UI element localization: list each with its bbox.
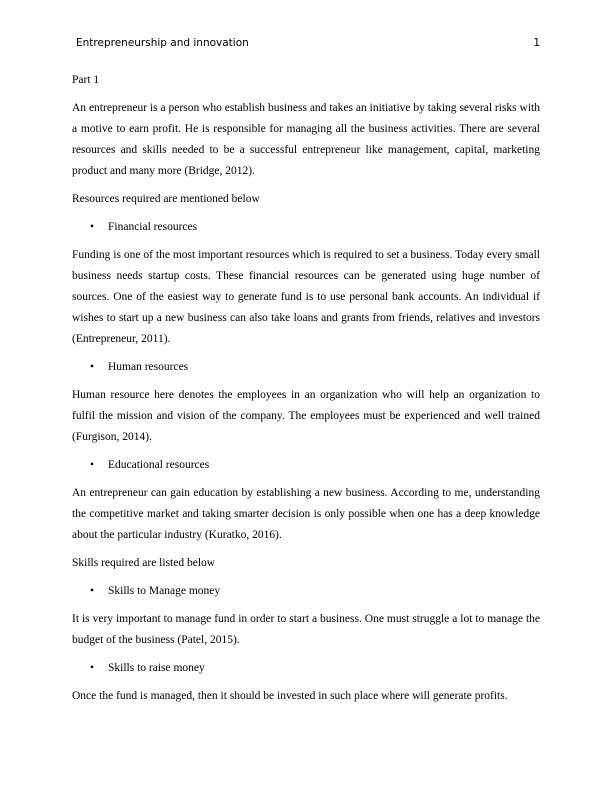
- bullet-label: Financial resources: [108, 221, 198, 233]
- bullet-label: Human resources: [108, 361, 189, 373]
- bullet-label: Skills to Manage money: [108, 585, 221, 597]
- raise-money-paragraph: Once the fund is managed, then it should be invested in such place where will generate profits.: [72, 690, 508, 702]
- resources-heading: Resources required are mentioned below: [72, 193, 260, 205]
- bullet-label: Educational resources: [108, 459, 210, 471]
- financial-paragraph: Funding is one of the most important resources which is required to set a business. Today every small business needs startup costs. These financial resources can be generated using huge number of sources. One of the easiest way to generate fund is to use personal bank accounts. An individual if wishes to start up a new business can also take loans and grants from friends, relatives and investors (Entrepreneur, 2011).: [72, 249, 540, 345]
- bullet-icon: •: [90, 662, 95, 674]
- bullet-raise-money: [72, 658, 540, 679]
- bullet-label: Skills to raise money: [108, 662, 205, 674]
- page-number: 1: [533, 37, 540, 49]
- educational-paragraph: An entrepreneur can gain education by establishing a new business. According to me, understanding the competitive market and taking smarter decision is only possible when one has a deep knowledge about the particular industry (Kuratko, 2016).: [72, 487, 540, 541]
- bullet-educational-resources: [72, 455, 540, 476]
- intro-paragraph: An entrepreneur is a person who establish business and takes an initiative by taking several risks with a motive to earn profit. He is responsible for managing all the business activities. There are several resources and skills needed to be a successful entrepreneur like management, capital, marketing product and many more (Bridge, 2012).: [72, 102, 540, 177]
- skills-heading: Skills required are listed below: [72, 557, 216, 569]
- bullet-icon: •: [90, 585, 95, 597]
- bullet-icon: •: [90, 459, 95, 471]
- bullet-icon: •: [90, 361, 95, 373]
- bullet-icon: •: [90, 221, 95, 233]
- manage-money-paragraph: It is very important to manage fund in order to start a business. One must struggle a lot to manage the budget of the business (Patel, 2015).: [72, 613, 540, 646]
- part-heading: Part 1: [72, 74, 100, 86]
- bullet-financial-resources: [72, 217, 540, 238]
- human-paragraph: Human resource here denotes the employees in an organization who will help an organization to fulfil the mission and vision of the company. The employees must be experienced and well trained (Furgison, 2014).: [72, 389, 540, 443]
- bullet-human-resources: [72, 357, 540, 378]
- page-header: [76, 36, 540, 50]
- header-title: Entrepreneurship and innovation: [76, 37, 249, 49]
- document-body: [72, 70, 540, 714]
- bullet-manage-money: [72, 581, 540, 602]
